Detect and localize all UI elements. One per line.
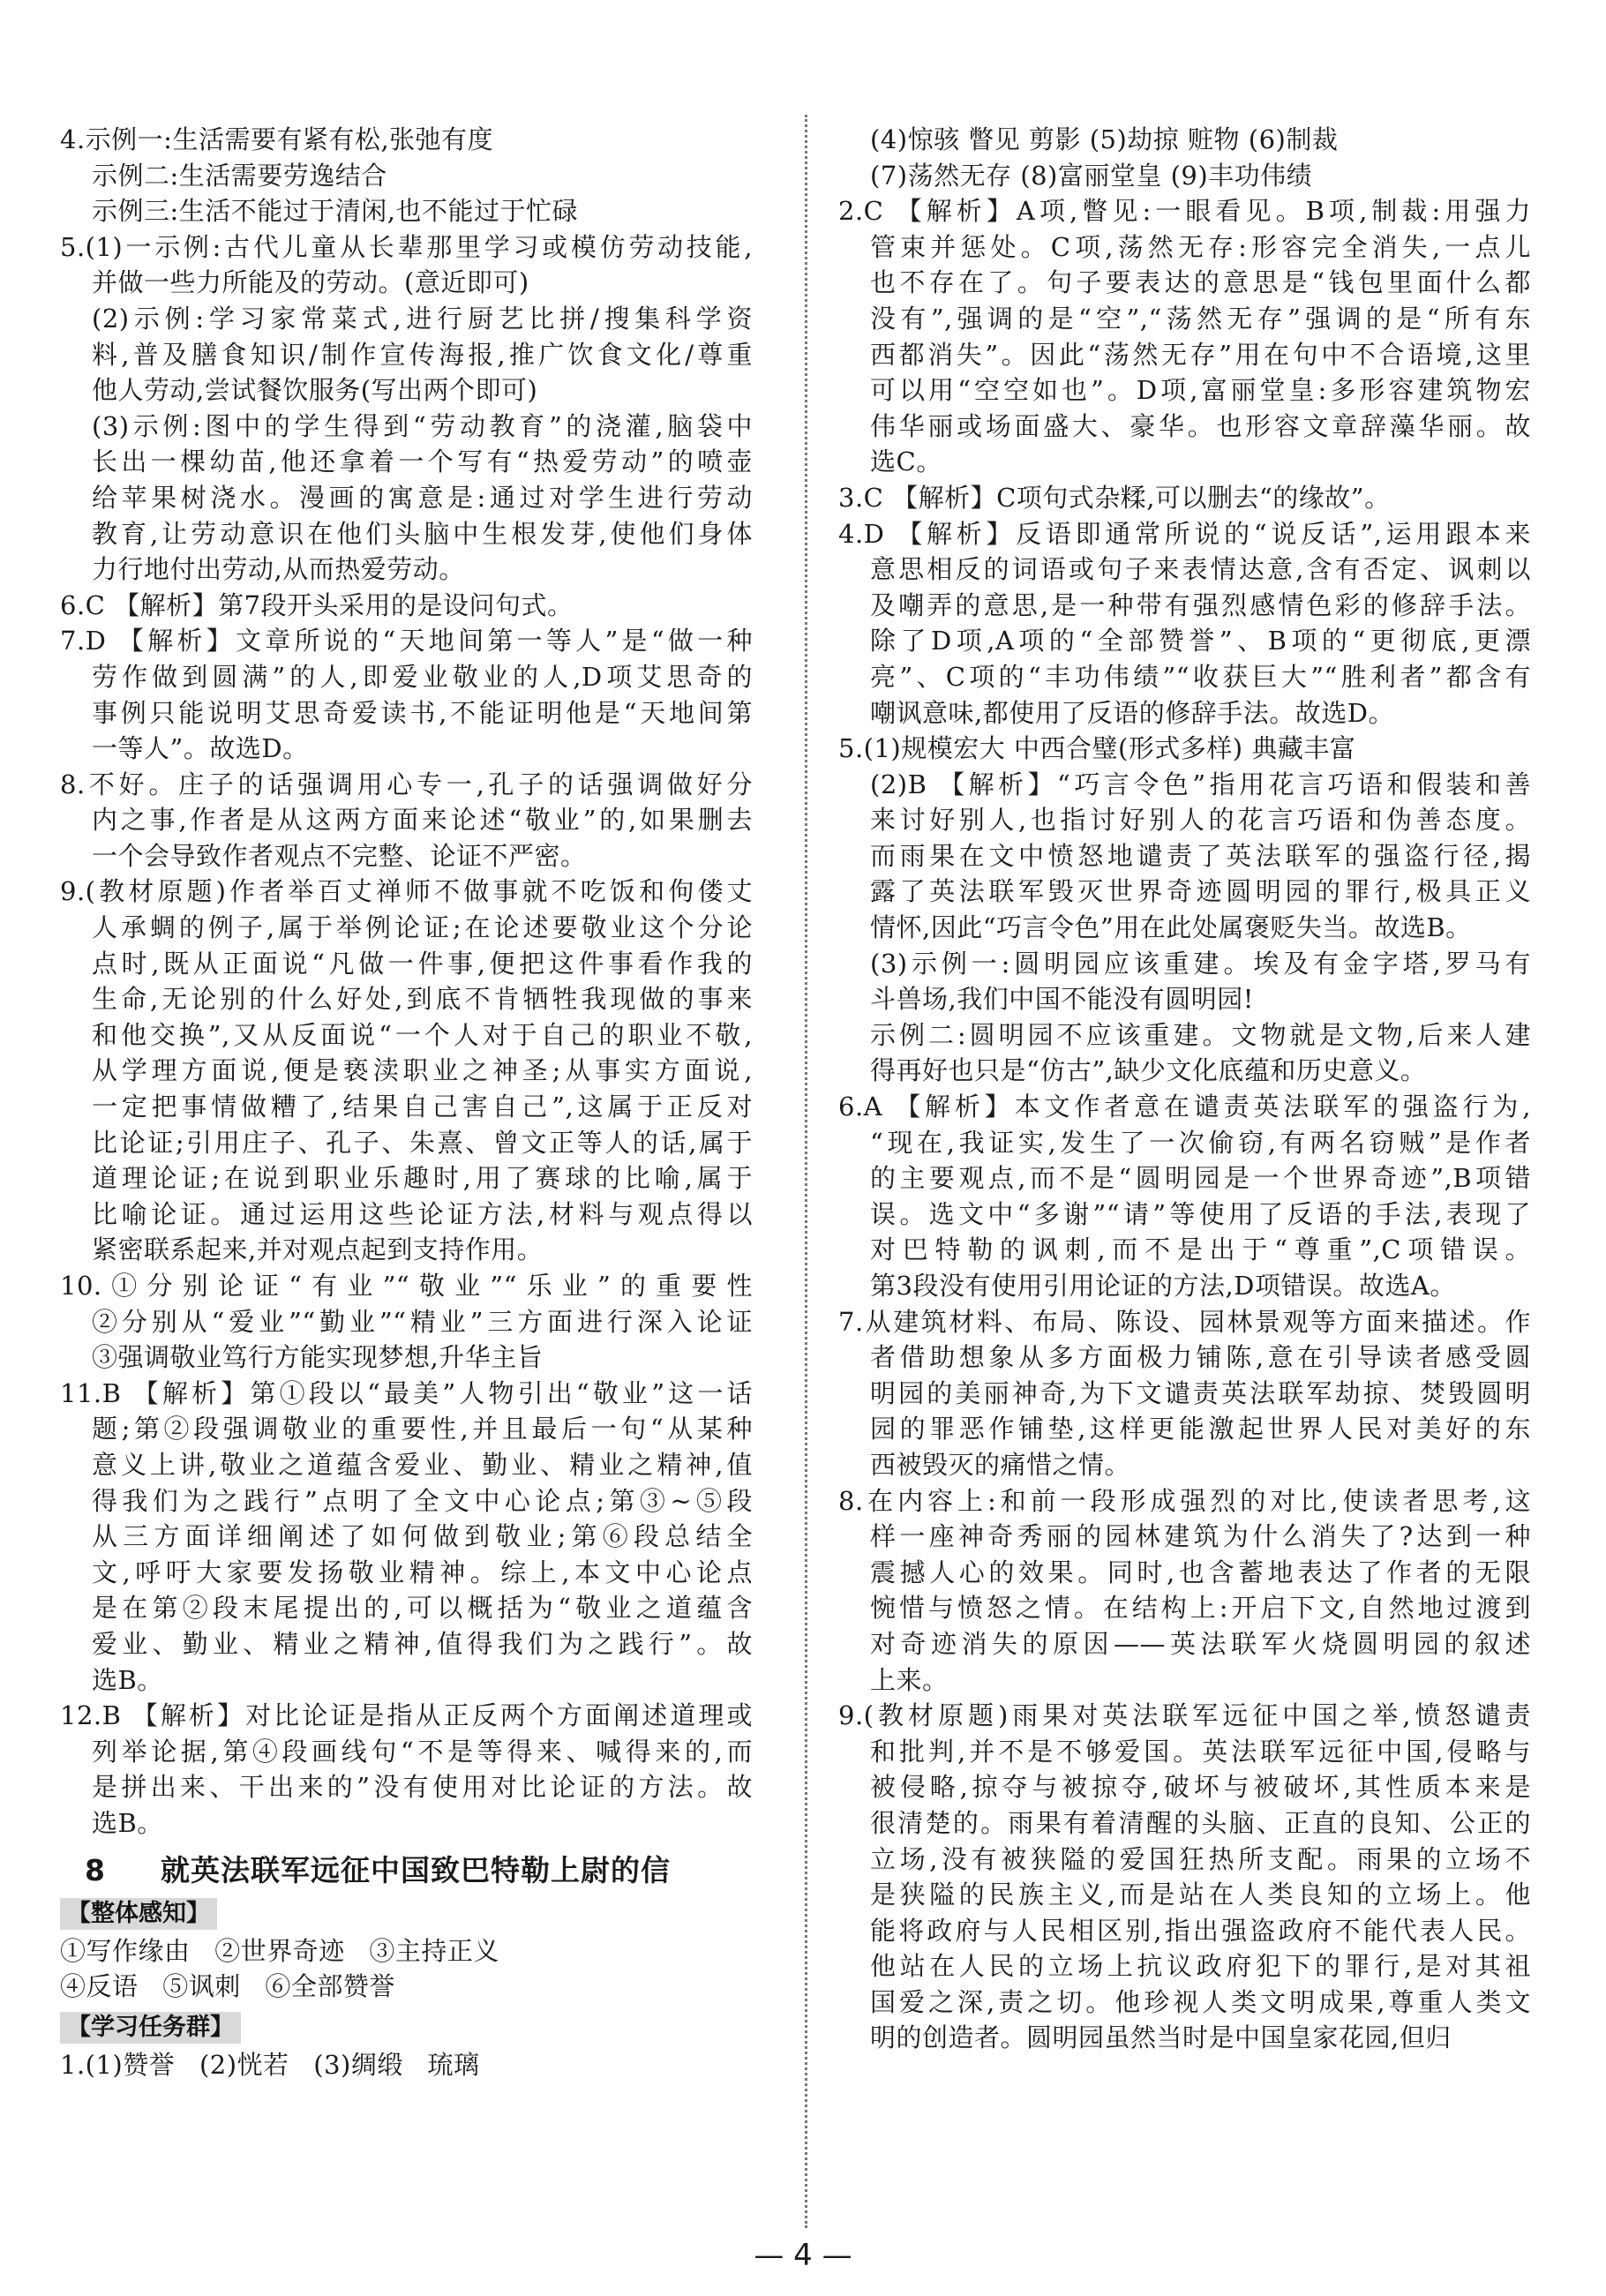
text-line: 选C。 [870, 446, 942, 477]
text-line: 爱业、勤业、精业之精神,值得我们为之践行”。故 [92, 1628, 753, 1659]
right-column [838, 122, 1531, 2056]
overview-label: 【整体感知】 [60, 1898, 217, 1930]
text-line: 意义上讲,敬业之道蕴含爱业、勤业、精业之精神,值 [92, 1449, 753, 1480]
text-line: 管束并惩处。C项,荡然无存:形容完全消失,一点儿 [870, 231, 1531, 262]
text-line: 是拼出来、干出来的”没有使用对比论证的方法。故 [92, 1772, 753, 1803]
text-line: 文,呼吁大家要发扬敬业精神。综上,本文中心论点 [92, 1557, 753, 1587]
text-line: 惋惜与愤怒之情。在结构上:开启下文,自然地过渡到 [870, 1593, 1531, 1624]
text-line: 题;第②段强调敬业的重要性,并且最后一句“从某种 [92, 1414, 753, 1444]
text-line: 园的罪恶作铺垫,这样更能激起世界人民对美好的东 [870, 1414, 1531, 1444]
column-divider [805, 115, 807, 2228]
text-line: 列举论据,第④段画线句“不是等得来、喊得来的,而 [92, 1736, 753, 1767]
text-line: 4.示例一:生活需要有紧有松,张弛有度 [60, 124, 494, 154]
text-line: 6.A 【解析】本文作者意在谴责英法联军的强盗行为, [838, 1092, 1531, 1122]
text-line: 上来。 [870, 1664, 949, 1695]
text-line: 来讨好别人,也指讨好别人的花言巧语和伪善态度。 [870, 805, 1531, 836]
text-line: 的主要观点,而不是“圆明园是一个世界奇迹”,B项错 [870, 1163, 1531, 1194]
text-line: 给苹果树浇水。漫画的寓意是:通过对学生进行劳动 [92, 482, 753, 513]
text-line: 明园的美丽神奇,为下文谴责英法联军劫掠、焚毁圆明 [870, 1377, 1531, 1408]
text-line: 示例三:生活不能过于清闲,也不能过于忙碌 [92, 196, 578, 227]
text-line: 和批判,并不是不够爱国。英法联军远征中国,侵略与 [870, 1736, 1531, 1767]
text-line: 3.C 【解析】C项句式杂糅,可以删去“的缘故”。 [838, 482, 1391, 513]
text-line: 很清楚的。雨果有着清醒的头脑、正直的良知、公正的 [870, 1807, 1531, 1838]
text-line: 比喻论证。通过运用这些论证方法,材料与观点得以 [92, 1198, 753, 1229]
text-line: 是狭隘的民族主义,而是站在人类良知的立场上。他 [870, 1880, 1531, 1910]
text-line: “现在,我证实,发生了一次偷窃,有两名窃贼”是作者 [870, 1127, 1531, 1158]
text-line: 长出一棵幼苗,他还拿着一个写有“热爱劳动”的喷壶 [92, 446, 753, 477]
text-line: 没有”,强调的是“空”,“荡然无存”强调的是“所有东 [870, 303, 1531, 334]
text-line: ②分别从“爱业”“勤业”“精业”三方面进行深入论证 [92, 1306, 753, 1337]
text-line: 7.D 【解析】文章所说的“天地间第一等人”是“做一种 [60, 626, 753, 657]
text-line: 国爱之深,责之切。他珍视人类文明成果,尊重人类文 [870, 1986, 1531, 2017]
text-line: 内之事,作者是从这两方面来论述“敬业”的,如果删去 [92, 805, 753, 836]
text-line: 是在第②段末尾提出的,可以概括为“敬业之道蕴含 [92, 1593, 753, 1624]
text-line: 并做一些力所能及的劳动。(意近即可) [92, 267, 529, 298]
text-line: 8.在内容上:和前一段形成强烈的对比,使读者思考,这 [838, 1485, 1531, 1516]
text-line: 4.D 【解析】反语即通常所说的“说反话”,运用跟本来 [838, 518, 1531, 549]
text-line: 对巴特勒的讽刺,而不是出于“尊重”,C项错误。 [870, 1234, 1531, 1265]
text-line: 意思相反的词语或句子来表情达意,含有否定、讽刺以 [870, 554, 1531, 585]
text-line: 9.(教材原题)雨果对英法联军远征中国之举,愤怒谴责 [838, 1700, 1531, 1731]
text-line: 10.①分别论证“有业”“敬业”“乐业”的重要性 [60, 1271, 753, 1301]
text-line: 5.(1)规模宏大 中西合璧(形式多样) 典藏丰富 [838, 733, 1356, 764]
text-line: (2)B 【解析】“巧言令色”指用花言巧语和假装和善 [870, 769, 1531, 799]
text-line: 对奇迹消失的原因——英法联军火烧圆明园的叙述 [870, 1628, 1531, 1659]
text-line: 5.(1)一示例:古代儿童从长辈那里学习或模仿劳动技能, [60, 231, 753, 262]
text-line: 立场,没有被狭隘的爱国狂热所支配。雨果的立场不 [870, 1843, 1531, 1874]
tasks-label-wrap [60, 2012, 753, 2044]
text-line: 斗兽场,我们中国不能没有圆明园! [870, 984, 1254, 1015]
text-line: 从学理方面说,便是亵渎职业之神圣;从事实方面说, [92, 1055, 753, 1086]
text-line: 事例只能说明艾思奇爱读书,不能证明他是“天地间第 [92, 697, 753, 728]
text-line: (4)惊骇 瞥见 剪影 (5)劫掠 赃物 (6)制裁 [870, 124, 1339, 154]
section-heading [60, 1850, 753, 1891]
text-line: 一等人”。故选D。 [92, 733, 309, 764]
text-line: 也不存在了。句子要表达的意思是“钱包里面什么都 [870, 267, 1531, 298]
text-line: 示例二:生活需要劳逸结合 [92, 160, 387, 191]
text-line: 比论证;引用庄子、孔子、朱熹、曾文正等人的话,属于 [92, 1127, 753, 1158]
text-line: 一定把事情做糟了,结果自己害自己”,这属于正反对 [92, 1092, 753, 1122]
text-line: 劳作做到圆满”的人,即爱业敬业的人,D项艾思奇的 [92, 661, 753, 692]
text-line: 他人劳动,尝试餐饮服务(写出两个即可) [92, 375, 538, 406]
text-line: (3)示例:图中的学生得到“劳动教育”的浇灌,脑袋中 [92, 410, 753, 441]
text-line: 亮”、C项的“丰功伟绩”“收获巨大”“胜利者”都含有 [870, 661, 1531, 692]
text-line: 西都消失”。因此“荡然无存”用在句中不合语境,这里 [870, 339, 1531, 370]
text-line: 能将政府与人民相区别,指出强盗政府不能代表人民。 [870, 1915, 1531, 1946]
text-line: 紧密联系起来,并对观点起到支持作用。 [92, 1234, 544, 1265]
text-line: 及嘲弄的意思,是一种带有强烈感情色彩的修辞手法。 [870, 589, 1531, 620]
text-line: 情怀,因此“巧言令色”用在此处属褒贬失当。故选B。 [870, 912, 1472, 943]
overview-label-wrap [60, 1898, 753, 1930]
text-line: ③强调敬业笃行方能实现梦想,升华主旨 [92, 1342, 544, 1373]
text-line: 样一座神奇秀丽的园林建筑为什么消失了?达到一种 [870, 1521, 1531, 1552]
overview-text [60, 1933, 753, 2005]
text-line: 7.从建筑材料、布局、陈设、园林景观等方面来描述。作 [838, 1306, 1531, 1337]
text-line: 得我们为之践行”点明了全文中心论点;第③~⑤段 [92, 1485, 753, 1516]
text-line: (2)示例:学习家常菜式,进行厨艺比拼/搜集科学资 [92, 303, 753, 334]
text-line: 生命,无论别的什么好处,到底不肯牺牲我现做的事来 [92, 984, 753, 1015]
text-line: 一个会导致作者观点不完整、论证不严密。 [92, 840, 587, 871]
text-line: 选B。 [92, 1807, 163, 1838]
tasks-label: 【学习任务群】 [60, 2012, 241, 2044]
section-number: 8 [85, 1852, 106, 1887]
text-line: ①写作缘由 ②世界奇迹 ③主持正义 [60, 1935, 499, 1966]
left-column [60, 122, 753, 2082]
text-line: 示例二:圆明园不应该重建。文物就是文物,后来人建 [870, 1019, 1531, 1050]
text-line: 得再好也只是“仿古”,缺少文化底蕴和历史意义。 [870, 1055, 1427, 1086]
text-line: 6.C 【解析】第7段开头采用的是设问句式。 [60, 589, 574, 620]
text-line: 嘲讽意味,都使用了反语的修辞手法。故选D。 [870, 697, 1394, 728]
section-title: 就英法联军远征中国致巴特勒上尉的信 [161, 1852, 671, 1887]
text-line: 2.C 【解析】A项,瞥见:一眼看见。B项,制裁:用强力 [838, 196, 1531, 227]
left-answer-text [60, 122, 753, 1842]
text-line: 被侵略,掠夺与被掠夺,破坏与被破坏,其性质本来是 [870, 1772, 1531, 1803]
text-line: 点时,既从正面说“凡做一件事,便把这件事看作我的 [92, 948, 753, 979]
text-line: 震撼人心的效果。同时,也含蓄地表达了作者的无限 [870, 1557, 1531, 1587]
text-line: 误。选文中“多谢”“请”等使用了反语的手法,表现了 [870, 1198, 1531, 1229]
text-line: 力行地付出劳动,从而热爱劳动。 [92, 554, 465, 585]
text-line: 道理论证;在说到职业乐趣时,用了赛球的比喻,属于 [92, 1163, 753, 1194]
text-line: (7)荡然无存 (8)富丽堂皇 (9)丰功伟绩 [870, 160, 1313, 191]
text-line: 除了D项,A项的“全部赞誉”、B项的“更彻底,更漂 [870, 626, 1531, 657]
text-line: 12.B 【解析】对比论证是指从正反两个方面阐述道理或 [60, 1700, 753, 1731]
tasks-text [60, 2047, 753, 2083]
page-number: — 4 — [754, 2238, 852, 2273]
text-line: 选B。 [92, 1664, 163, 1695]
text-line: 8.不好。庄子的话强调用心专一,孔子的话强调做好分 [60, 769, 753, 799]
text-line: 可以用“空空如也”。D项,富丽堂皇:多形容建筑物宏 [870, 375, 1531, 406]
text-line: 伟华丽或场面盛大、豪华。也形容文章辞藻华丽。故 [870, 410, 1531, 441]
text-line: 他站在人民的立场上抗议政府犯下的罪行,是对其祖 [870, 1951, 1531, 1982]
text-line: (3)示例一:圆明园应该重建。埃及有金字塔,罗马有 [870, 948, 1531, 979]
text-line: 明的创造者。圆明园虽然当时是中国皇家花园,但归 [870, 2022, 1452, 2053]
text-line: 人承蜩的例子,属于举例论证;在论述要敬业这个分论 [92, 912, 753, 943]
text-line: 者借助想象从多方面极力铺陈,意在引导读者感受圆 [870, 1342, 1531, 1373]
text-line: 西被毁灭的痛惜之情。 [870, 1449, 1131, 1480]
text-line: 教育,让劳动意识在他们头脑中生根发芽,使他们身体 [92, 518, 754, 549]
text-line: 11.B 【解析】第①段以“最美”人物引出“敬业”这一话 [60, 1377, 753, 1408]
text-line: 1.(1)赞誉 (2)恍若 (3)绸缎 琉璃 [60, 2049, 480, 2080]
text-line: 露了英法联军毁灭世界奇迹圆明园的罪行,极具正义 [870, 876, 1531, 907]
text-line: 第3段没有使用引用论证的方法,D项错误。故选A。 [870, 1271, 1456, 1301]
text-line: 9.(教材原题)作者举百丈禅师不做事就不吃饭和佝偻丈 [60, 876, 753, 907]
text-line: 料,普及膳食知识/制作宣传海报,推广饮食文化/尊重 [92, 339, 753, 370]
text-line: 和他交换”,又从反面说“一个人对于自己的职业不敬, [92, 1019, 753, 1050]
text-line: 从三方面详细阐述了如何做到敬业;第⑥段总结全 [92, 1521, 753, 1552]
text-line: 而雨果在文中愤怒地谴责了英法联军的强盗行径,揭 [870, 840, 1531, 871]
text-line: ④反语 ⑤讽刺 ⑥全部赞誉 [60, 1971, 395, 2002]
right-answer-text [838, 122, 1531, 2056]
